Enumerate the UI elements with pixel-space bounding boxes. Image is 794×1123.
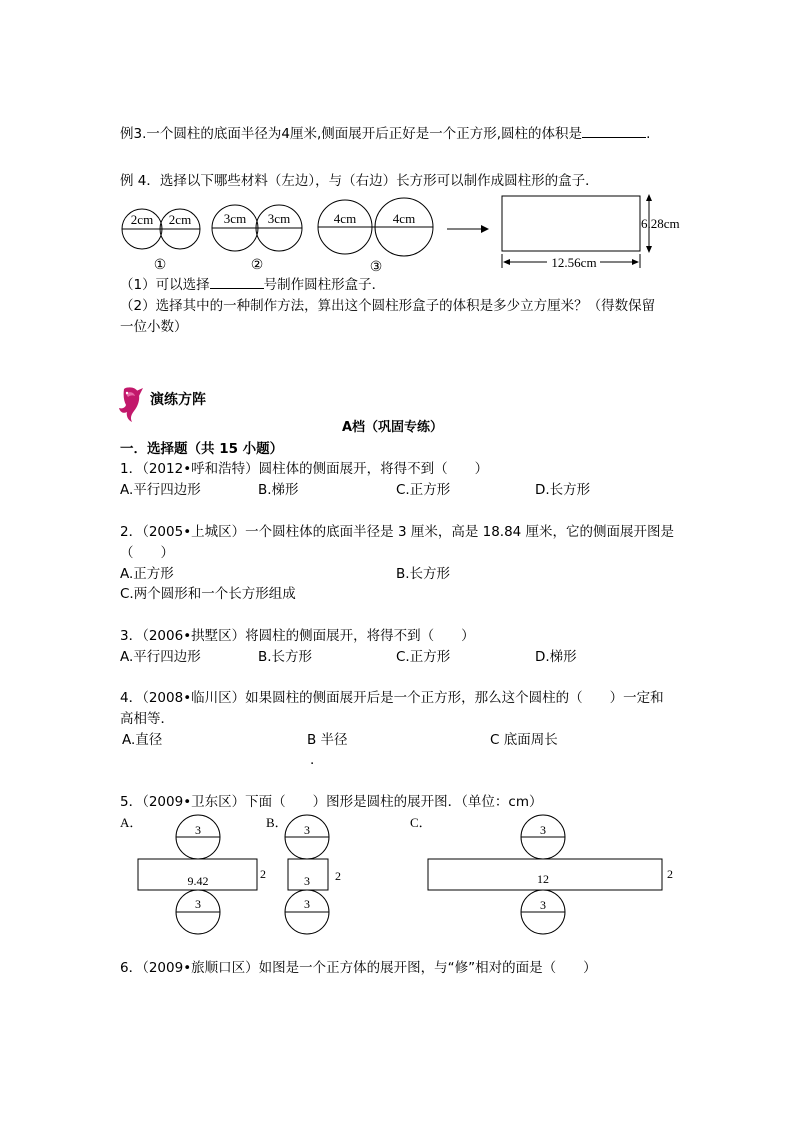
q5c-rect-label: 12 xyxy=(537,872,549,886)
rect-height-label: 6.28cm xyxy=(641,216,680,231)
q5a-rect-label: 9.42 xyxy=(187,874,209,888)
q5b-side-label: 2 xyxy=(335,869,341,883)
pair2-right-label: 3cm xyxy=(267,211,291,226)
q6-stem: 6．（2009•旅顺口区）如图是一个正方体的展开图，与“修”相对的面是（ ） xyxy=(120,960,597,976)
level-title: A档（巩固专练） xyxy=(342,420,444,435)
q5a-top-label: 3 xyxy=(195,823,201,837)
circle-pair-3 xyxy=(318,198,433,275)
q1-option-d[interactable]: D.长方形 xyxy=(535,482,591,498)
q2-option-b[interactable]: B.长方形 xyxy=(396,566,451,582)
q1-option-a[interactable]: A.平行四边形 xyxy=(120,482,201,498)
example3-text: 例3.一个圆柱的底面半径为4厘米,侧面展开后正好是一个正方形,圆柱的体积是 xyxy=(120,126,583,142)
q5-option-b-figure[interactable] xyxy=(266,815,341,934)
q5b-top-label: 3 xyxy=(304,823,310,837)
q5-option-c-figure[interactable] xyxy=(410,815,673,934)
q5c-top-label: 3 xyxy=(540,823,546,837)
pair1-right-label: 2cm xyxy=(168,212,192,227)
q5a-side-label: 2 xyxy=(260,867,266,881)
q1-stem: 1．（2012•呼和浩特）圆柱体的侧面展开，将得不到（ ） xyxy=(120,461,489,477)
q5-option-a-figure[interactable] xyxy=(120,815,266,934)
q4-dot: . xyxy=(310,752,315,768)
circle-pair-2 xyxy=(212,205,302,273)
q2-stem: 2．（2005•上城区）一个圆柱体的底面半径是 3 厘米，高是 18.84 厘米，它的侧面展开图是 xyxy=(120,524,675,540)
q3-stem: 3．（2006•拱墅区）将圆柱的侧面展开，将得不到（ ） xyxy=(120,628,475,644)
arrow-right-icon xyxy=(447,225,489,233)
q5b-bottom-label: 3 xyxy=(304,897,310,911)
pair3-left-label: 4cm xyxy=(333,211,357,226)
example3-end: . xyxy=(646,126,651,142)
pair2-mark: ② xyxy=(250,258,264,273)
q5-label-a: A． xyxy=(120,815,143,830)
pair2-left-label: 3cm xyxy=(223,211,247,226)
example4-text: 例 4．选择以下哪些材料（左边），与（右边）长方形可以制作成圆柱形的盒子． xyxy=(120,173,599,189)
circle-pair-1 xyxy=(122,209,200,273)
pair1-mark: ① xyxy=(153,258,167,273)
q2-option-a[interactable]: A.正方形 xyxy=(120,566,174,582)
rect-width-label: 12.56cm xyxy=(551,255,597,270)
example4-q1 xyxy=(120,276,385,294)
pair1-left-label: 2cm xyxy=(130,212,154,227)
example4-q1-blank[interactable] xyxy=(210,276,264,289)
example4-figure xyxy=(0,190,794,290)
q3-option-a[interactable]: A.平行四边形 xyxy=(120,649,201,665)
q3-option-b[interactable]: B.长方形 xyxy=(258,649,313,665)
example3-answer-blank[interactable] xyxy=(582,125,646,138)
dolphin-icon xyxy=(116,386,146,424)
q1-option-b[interactable]: B.梯形 xyxy=(258,482,299,498)
example4-q1-prefix: （1）可以选择 xyxy=(120,277,210,293)
q3-option-d[interactable]: D.梯形 xyxy=(535,649,577,665)
q5-label-b: B． xyxy=(266,815,288,830)
q5-label-c: C． xyxy=(410,815,432,830)
example4-q2-line2: 一位小数） xyxy=(120,319,188,335)
example4-q2-line1: （2）选择其中的一种制作方法，算出这个圆柱形盒子的体积是多少立方厘米？（得数保留 xyxy=(120,298,656,314)
q5a-bottom-label: 3 xyxy=(195,897,201,911)
pair3-mark: ③ xyxy=(369,260,383,275)
q5c-bottom-label: 3 xyxy=(540,898,546,912)
q4-stem: 4．（2008•临川区）如果圆柱的侧面展开后是一个正方形，那么这个圆柱的（ ）一定和 xyxy=(120,690,664,706)
example4-q1-suffix: 号制作圆柱形盒子． xyxy=(263,277,386,293)
q5b-rect-label: 3 xyxy=(304,874,310,888)
pair3-right-label: 4cm xyxy=(392,211,416,226)
q4-option-a[interactable]: A.直径 xyxy=(122,732,163,748)
section-title: 演练方阵 xyxy=(150,392,206,408)
q1-option-c[interactable]: C.正方形 xyxy=(396,482,451,498)
example3-line xyxy=(120,125,650,143)
q5-stem: 5．（2009•卫东区）下面（ ）图形是圆柱的展开图．（单位：cm） xyxy=(120,794,543,810)
rectangle-figure xyxy=(502,194,680,270)
q4-option-b[interactable]: B 半径 xyxy=(307,732,348,748)
q5c-side-label: 2 xyxy=(667,867,673,881)
q4-option-c[interactable]: C 底面周长 xyxy=(490,732,558,748)
part-title: 一．选择题（共 15 小题） xyxy=(120,441,284,457)
q4-stem-cont: 高相等． xyxy=(120,711,174,727)
q3-option-c[interactable]: C.正方形 xyxy=(396,649,451,665)
q2-stem-cont: （ ） xyxy=(120,545,174,561)
q5-figure xyxy=(0,808,794,938)
q2-option-c[interactable]: C.两个圆形和一个长方形组成 xyxy=(120,586,296,602)
